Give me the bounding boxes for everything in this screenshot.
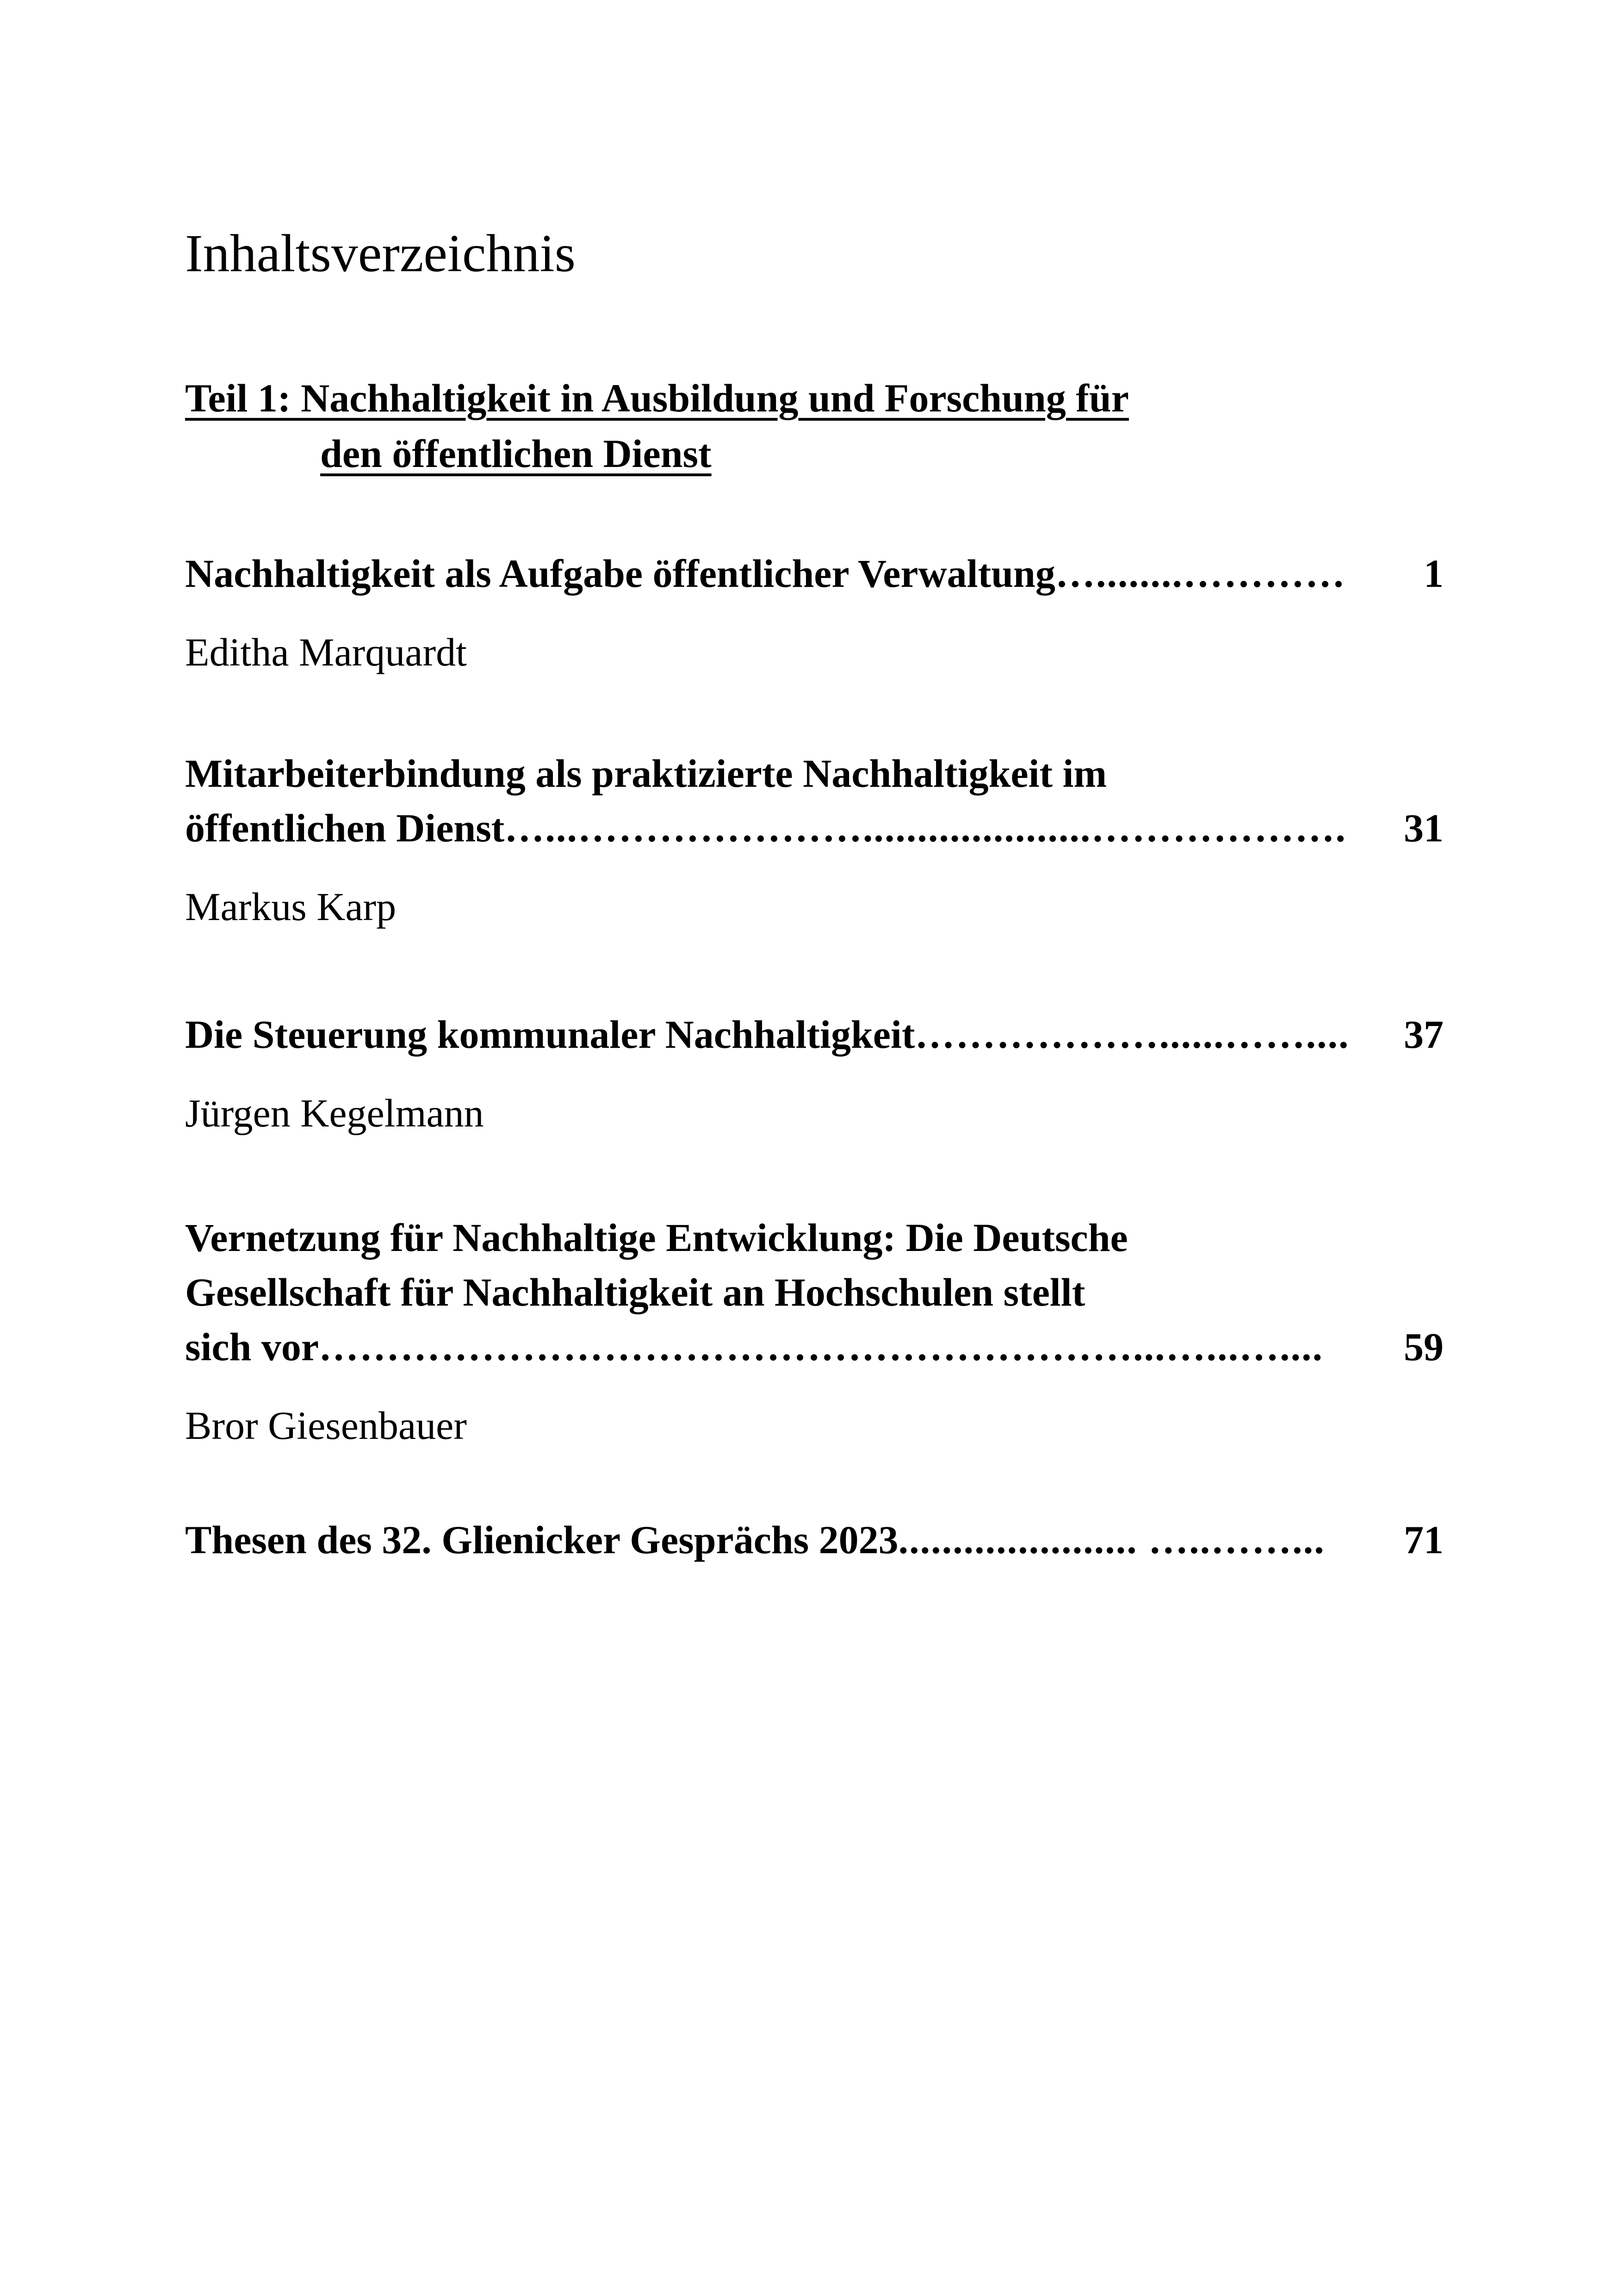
entry-title <box>185 1512 1444 1567</box>
part-heading-text-1: Teil 1: Nachhaltigkeit in Ausbildung und Forschung für <box>185 376 1129 420</box>
part-heading <box>185 370 1203 481</box>
entry-title-line <box>185 1512 1444 1567</box>
toc-entry-marquardt[interactable] <box>185 546 1444 679</box>
toc-heading: Inhaltsverzeichnis <box>185 224 576 283</box>
entry-author: Editha Marquardt <box>185 630 467 674</box>
entry-title-text: Nachhaltigkeit als Aufgabe öffentlicher Verwaltung <box>185 551 1055 596</box>
entry-author: Markus Karp <box>185 884 397 929</box>
entry-page-number: 59 <box>1404 1325 1444 1369</box>
toc-entry-thesen[interactable] <box>185 1512 1444 1567</box>
entry-author: Bror Giesenbauer <box>185 1403 467 1448</box>
entry-title <box>185 1210 1444 1374</box>
entry-page-number: 1 <box>1424 551 1444 596</box>
entry-title-line <box>185 1007 1444 1062</box>
dot-leader: …...………………….....................………………. <box>504 806 1346 850</box>
toc-entry-kegelmann[interactable] <box>185 1007 1444 1140</box>
entry-page-number: 71 <box>1404 1518 1444 1562</box>
toc-entry-karp[interactable] <box>185 746 1444 934</box>
entry-title-line: Gesellschaft für Nachhaltigkeit an Hochschulen stellt <box>185 1270 1085 1314</box>
toc-entry-giesenbauer[interactable] <box>185 1210 1444 1453</box>
entry-title-line <box>185 801 1444 855</box>
entry-page-number: 31 <box>1404 806 1444 850</box>
part-heading-line-2 <box>185 426 1203 481</box>
entry-page-number: 37 <box>1404 1012 1444 1057</box>
dot-leader: ………………......…….... <box>915 1012 1350 1057</box>
entry-title-line <box>185 1319 1444 1374</box>
part-heading-line-1 <box>185 370 1203 426</box>
part-heading-text-2: den öffentlichen Dienst <box>320 431 712 476</box>
entry-author: Jürgen Kegelmann <box>185 1091 484 1135</box>
dot-leader: ……………………………………………………...…...….... <box>319 1325 1324 1369</box>
entry-title-text: Die Steuerung kommunaler Nachhaltigkeit <box>185 1012 915 1057</box>
entry-title-text: Thesen des 32. Glienicker Gesprächs 2023 <box>185 1518 899 1562</box>
entry-title <box>185 746 1444 855</box>
dot-leader: ...................... …..……... <box>898 1518 1325 1562</box>
entry-title-text: sich vor <box>185 1325 319 1369</box>
dot-leader: …........………… <box>1055 551 1346 596</box>
entry-title-text: öffentlichen Dienst <box>185 806 505 850</box>
entry-title <box>185 546 1444 601</box>
entry-title-line: Mitarbeiterbindung als praktizierte Nachhaltigkeit im <box>185 751 1107 796</box>
entry-title <box>185 1007 1444 1062</box>
entry-title-line <box>185 546 1444 601</box>
entry-title-line: Vernetzung für Nachhaltige Entwicklung: Die Deutsche <box>185 1215 1128 1260</box>
